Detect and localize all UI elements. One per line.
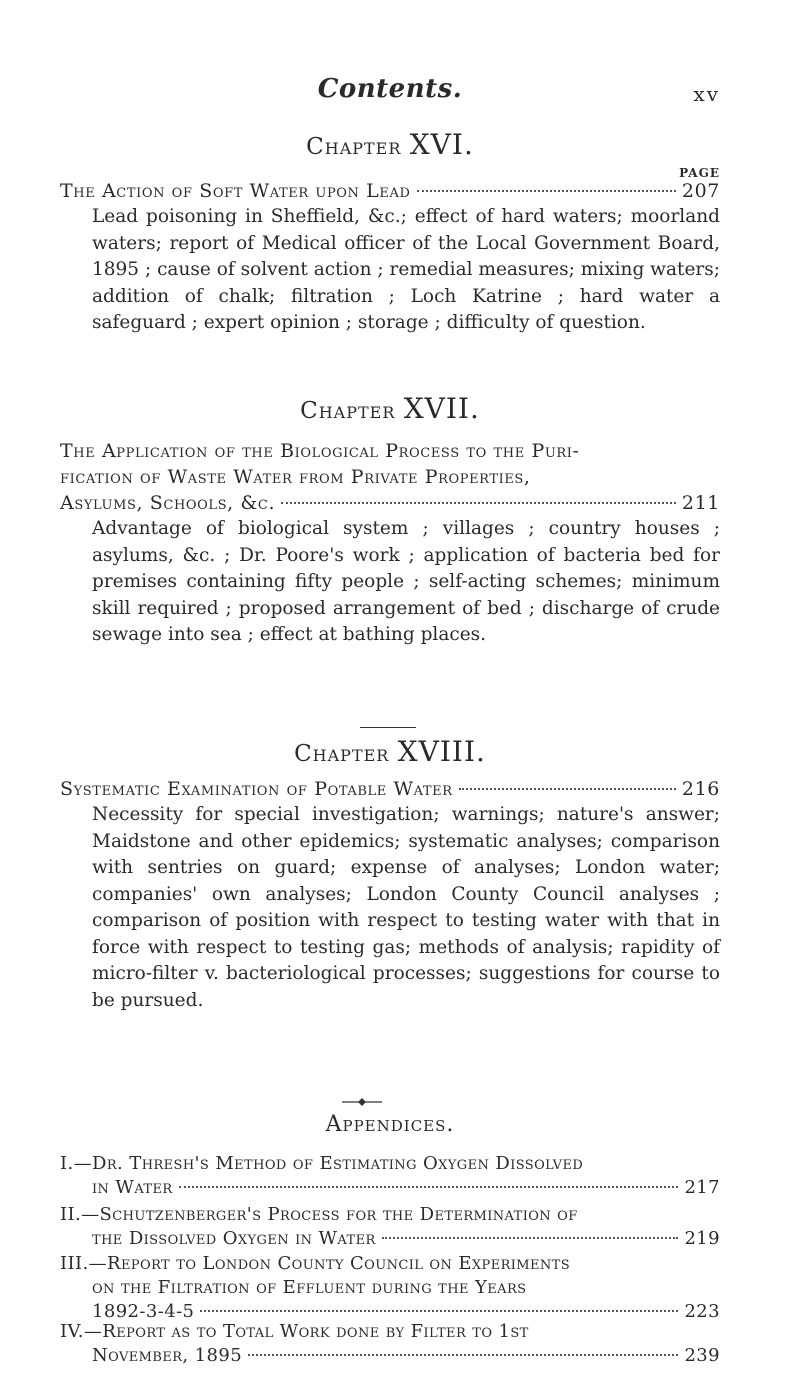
appendix-line: II.—Schutzenberger's Process for the Determination of [60, 1204, 578, 1225]
chapter-word: Chapter [300, 398, 396, 424]
running-head-page-number: xv [693, 82, 720, 106]
chapter-word: Chapter [306, 134, 402, 160]
chapter-16-title [60, 178, 720, 204]
appendix-line: November, 1895 [92, 1345, 243, 1366]
chapter-18-title [60, 776, 720, 802]
chapter-16-summary: Lead poisoning in Sheffield, &c.; effect of hard waters; moorland waters; report of Medical officer of the Local Government Board, 1895 ; cause of solvent action ; remedial measures; mixing waters; addition of chalk; filtration ; Loch Katrine ; hard water a safeguard ; expert opinion ; storage ; difficulty of question. [92, 206, 720, 333]
appendix-line: in Water [92, 1177, 173, 1198]
chapter-numeral: XVI. [409, 128, 474, 161]
dot-leader [179, 1186, 679, 1188]
chapter-page: 216 [681, 778, 720, 800]
appendix-page: 239 [684, 1345, 720, 1366]
appendix-line: III.—Report to London County Council on Experiments [60, 1253, 571, 1274]
running-head [60, 74, 720, 114]
appendix-line: the Dissolved Oxygen in Water [92, 1228, 376, 1249]
chapter-word: Chapter [294, 741, 390, 767]
running-head-title: Contents. [317, 74, 463, 104]
chapter-page: 211 [681, 492, 720, 514]
dot-leader [200, 1310, 678, 1312]
appendix-line: IV.—Report as to Total Work done by Filter to 1st [60, 1321, 529, 1342]
chapter-title-line: The Action of Soft Water upon Lead [60, 180, 411, 202]
chapter-page: 207 [681, 180, 720, 202]
chapter-numeral: XVII. [403, 392, 480, 425]
chapter-title-line: fication of Waste Water from Private Properties, [60, 466, 531, 488]
dot-leader [382, 1237, 679, 1239]
chapter-title-line: Asylums, Schools, &c. [60, 492, 276, 514]
appendix-line: 1892-3-4-5 [92, 1301, 195, 1322]
chapter-title-line: The Application of the Biological Process to the Puri- [60, 440, 580, 462]
chapter-title-line: Systematic Examination of Potable Water [60, 778, 453, 800]
appendix-line: on the Filtration of Effluent during the Years [92, 1277, 527, 1298]
chapter-17-title [60, 438, 720, 516]
appendix-2 [60, 1203, 720, 1251]
appendix-line: I.—Dr. Thresh's Method of Estimating Oxygen Dissolved [60, 1153, 584, 1174]
chapter-numeral: XVIII. [397, 735, 486, 768]
appendices-heading: Appendices. [325, 1112, 455, 1137]
dot-leader [281, 502, 676, 504]
page-column-label: PAGE [679, 166, 720, 180]
chapter-16-heading [60, 128, 720, 161]
appendix-4 [60, 1320, 720, 1368]
chapter-17-summary: Advantage of biological system ; villages ; country houses ; asylums, &c. ; Dr. Poore's work ; application of bacteria bed for premises containing fifty people ; self-acting schemes; minimum skill required ; proposed arrangement of bed ; discharge of crude sewage into sea ; effect at bathing places. [92, 518, 720, 645]
appendix-1 [60, 1152, 720, 1200]
chapter-18-heading [60, 735, 720, 768]
section-rule [360, 727, 416, 728]
chapter-17-heading [60, 392, 720, 425]
dot-leader [459, 788, 676, 790]
appendix-page: 217 [684, 1177, 720, 1198]
appendix-page: 219 [684, 1228, 720, 1249]
chapter-18-summary: Necessity for special investigation; warnings; nature's answer; Maidstone and other epidemics; systematic analyses; comparison with sentries on guard; expense of analyses; London water; companies' own analyses; London County Council analyses ; comparison of position with respect to testing water with that in force with respect to testing gas; methods of analysis; rapidity of micro-filter v. bacteriological processes; suggestions for course to be pursued. [92, 804, 720, 1011]
appendix-page: 223 [684, 1301, 720, 1322]
ornament-divider-icon [342, 1097, 382, 1107]
dot-leader [248, 1354, 678, 1356]
appendix-3 [60, 1252, 720, 1324]
dot-leader [417, 190, 676, 192]
